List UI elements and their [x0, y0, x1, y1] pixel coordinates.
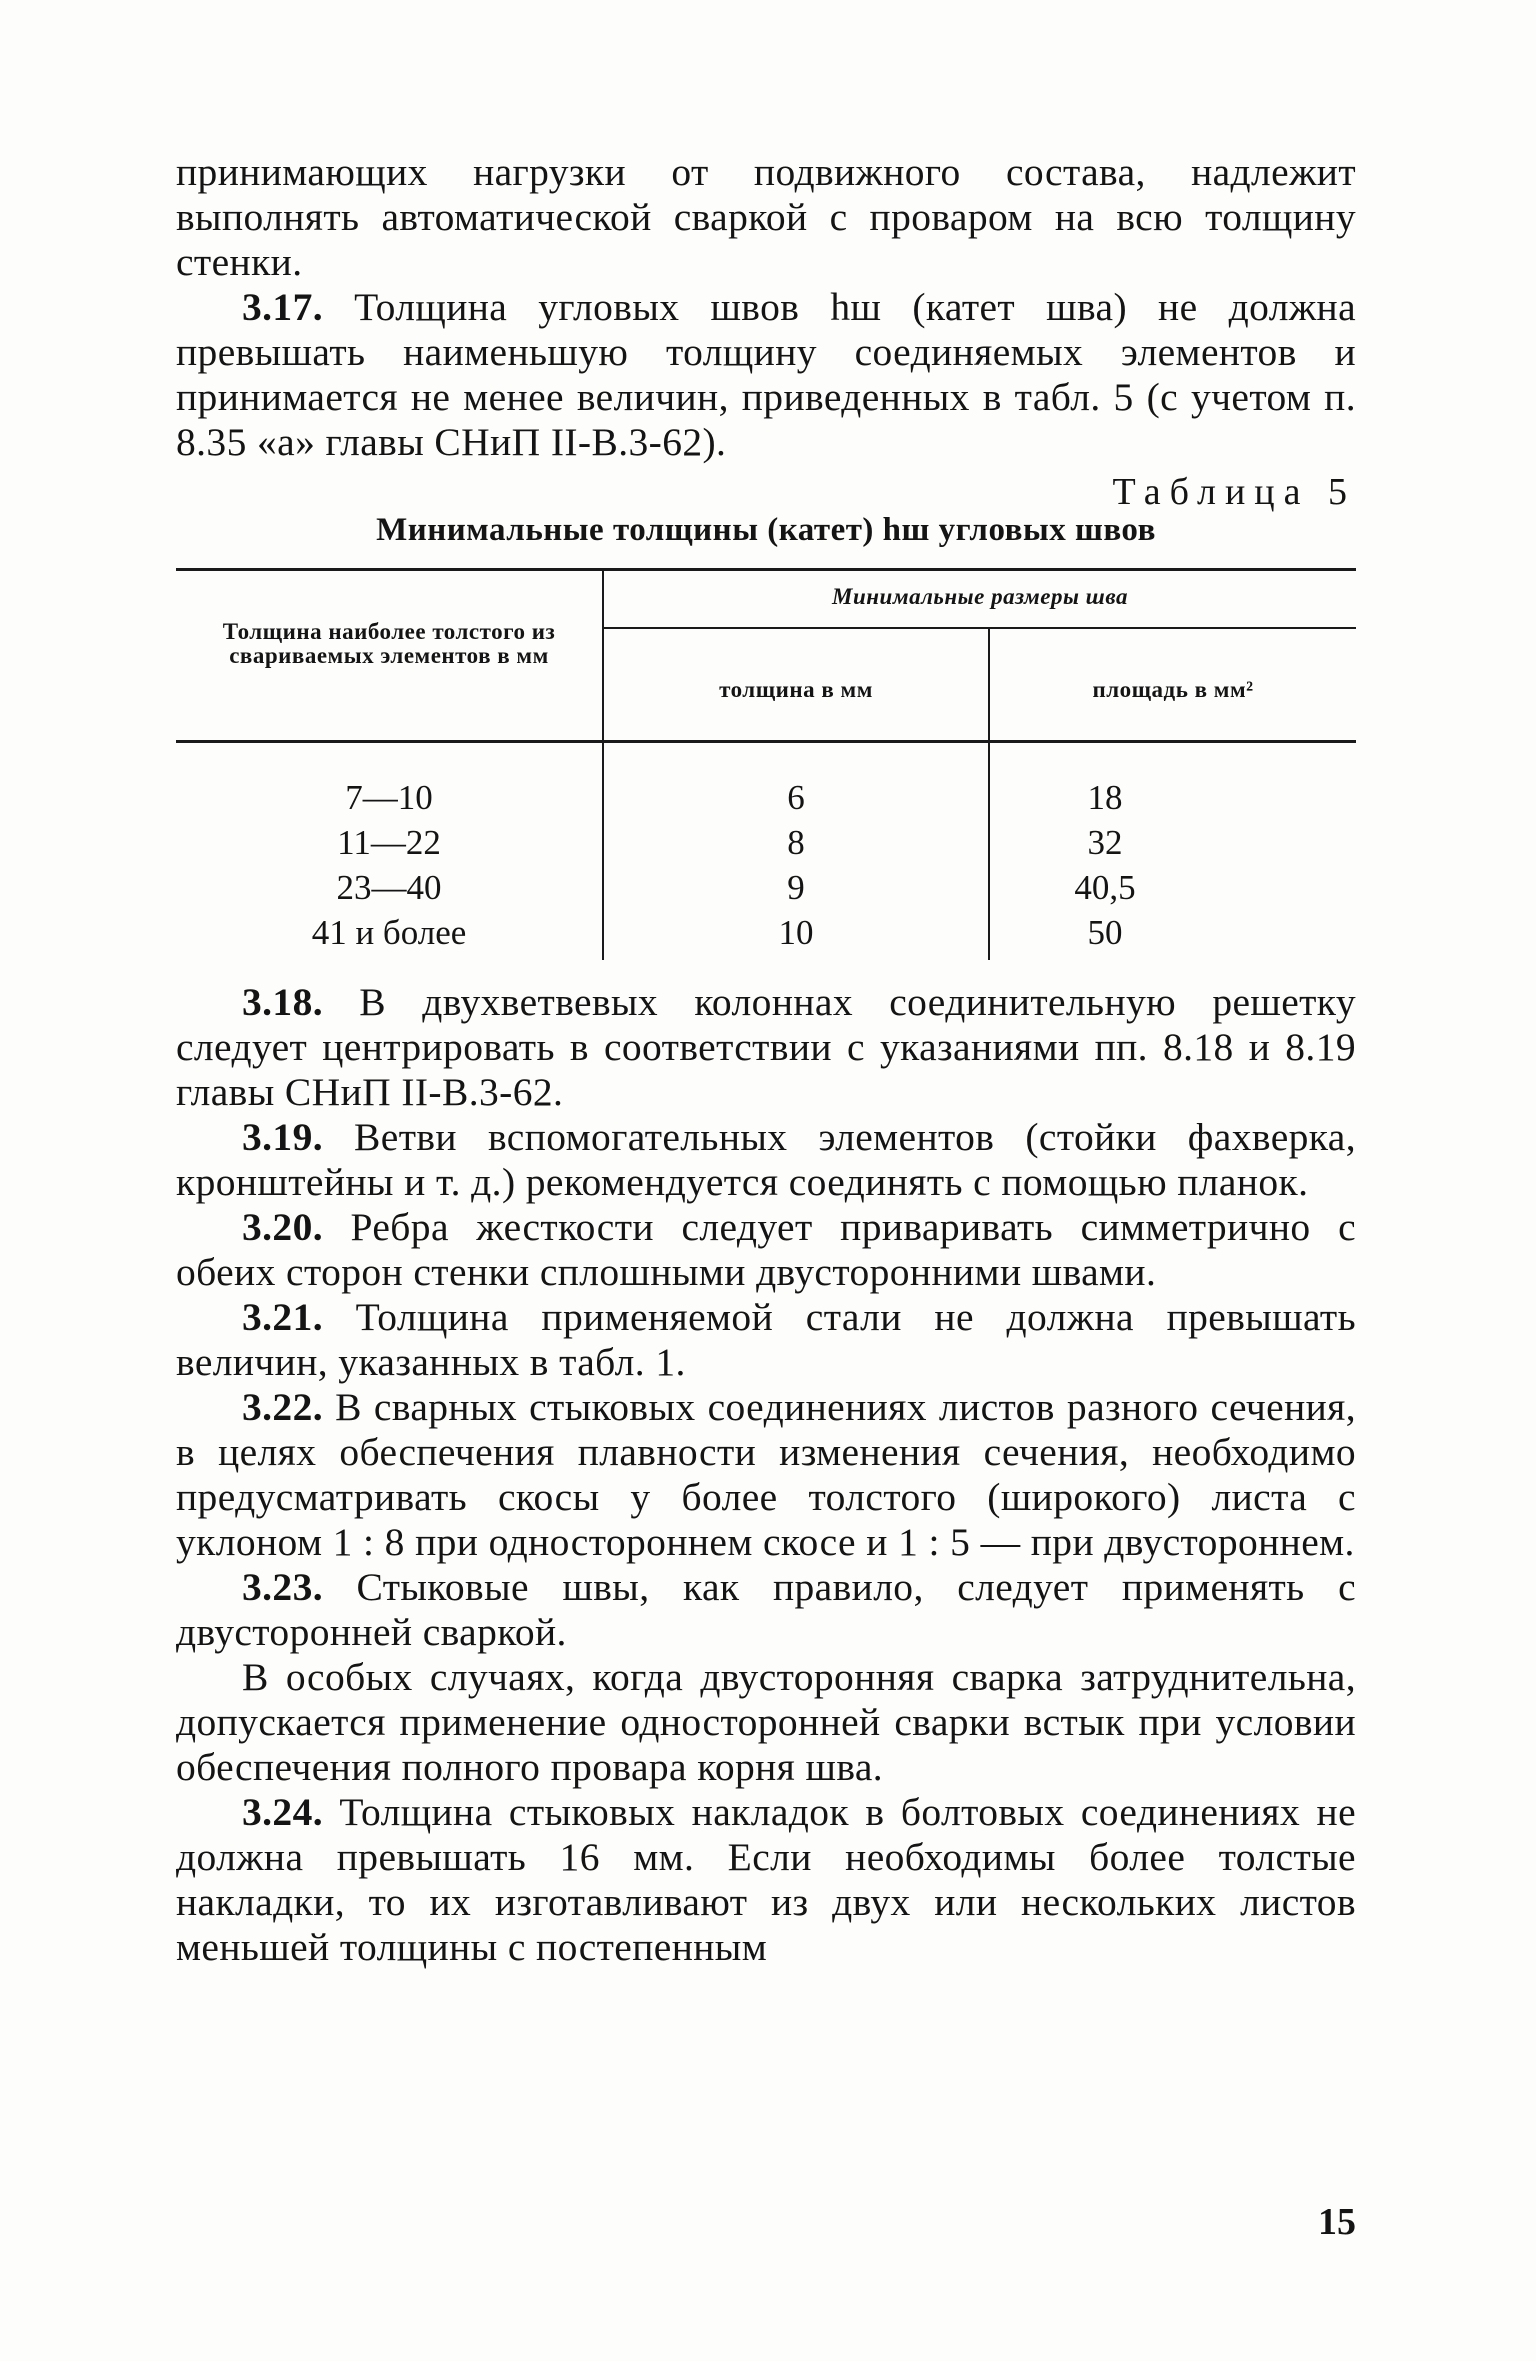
- table-row-3-range: 23—40: [336, 868, 442, 907]
- clause-number: 3.21.: [242, 1295, 323, 1339]
- table-row-4-range: 41 и более: [311, 913, 467, 952]
- clause-text: Стыковые швы, как правило, следует применять с двусторонней сваркой.: [176, 1565, 1356, 1654]
- table-top-rule: [176, 568, 1356, 571]
- paragraph-3-19: [176, 1115, 1356, 1205]
- table-header-rule: [176, 740, 1356, 743]
- paragraph-3-23: [176, 1565, 1356, 1655]
- table-row-3-area: 40,5: [1074, 868, 1136, 907]
- table-row-2-range: 11—22: [337, 823, 441, 862]
- clause-number: 3.18.: [242, 980, 323, 1024]
- table-row-1-range: 7—10: [345, 778, 433, 817]
- paragraph-3-24: [176, 1790, 1356, 1970]
- clause-text: Толщина стыковых накладок в болтовых соединениях не должна превышать 16 мм. Если необходимы более толстые накладки, то их изготавливают из двух или нескольких листов меньшей толщины с постепенным: [176, 1790, 1356, 1969]
- table-row-2-thickness: 8: [787, 823, 805, 862]
- table-row-4-area: 50: [1087, 913, 1123, 952]
- paragraph-3-17: [176, 285, 1356, 465]
- paragraph-3-18: [176, 980, 1356, 1115]
- table-row-1-area: 18: [1087, 778, 1123, 817]
- text-block-top: [176, 150, 1356, 465]
- table-row-3-thickness: 9: [787, 868, 805, 907]
- table-header-col1: Толщина наиболее толстого из свариваемых элементов в мм: [222, 619, 556, 668]
- table-row-2-area: 32: [1087, 823, 1123, 862]
- table-header-col2: толщина в мм: [719, 677, 873, 702]
- clause-text: Толщина применяемой стали не должна превышать величин, указанных в табл. 1.: [176, 1295, 1356, 1384]
- clause-number: 3.17.: [242, 285, 323, 329]
- clause-number: 3.23.: [242, 1565, 323, 1609]
- table-row-1-thickness: 6: [787, 778, 805, 817]
- table-row-4-thickness: 10: [778, 913, 814, 952]
- text-block-bottom: [176, 980, 1356, 1970]
- table-label: Таблица 5: [1112, 471, 1356, 513]
- paragraph-3-20: [176, 1205, 1356, 1295]
- paragraph-3-22: [176, 1385, 1356, 1565]
- table-header-col3: площадь в мм²: [1092, 677, 1254, 702]
- clause-text: Ребра жесткости следует приваривать симметрично с обеих сторон стенки сплошными двусторонними швами.: [176, 1205, 1357, 1294]
- table-caption: Минимальные толщины (катет) hш угловых швов: [376, 512, 1156, 548]
- paragraph-3-21: [176, 1295, 1356, 1385]
- clause-number: 3.19.: [242, 1115, 323, 1159]
- page-number: 15: [1318, 2201, 1356, 2243]
- clause-text: Ветви вспомогательных элементов (стойки фахверка, кронштейны и т. д.) рекомендуется соединять с помощью планок.: [176, 1115, 1356, 1204]
- clause-number: 3.22.: [242, 1385, 323, 1429]
- clause-text: В двухветвевых колоннах соединительную решетку следует центрировать в соответствии с указаниями пп. 8.18 и 8.19 главы СНиП II-В.3-62.: [176, 980, 1356, 1114]
- clause-number: 3.20.: [242, 1205, 323, 1249]
- table-header-group: Минимальные размеры шва: [832, 584, 1128, 609]
- clause-text: Толщина угловых швов hш (катет шва) не должна превышать наименьшую толщину соединяемых элементов и принимается не менее величин, приведенных в табл. 5 (с учетом п. 8.35 «а» главы СНиП II-В.3-62).: [176, 285, 1357, 464]
- paragraph-intro: принимающих нагрузки от подвижного состава, надлежит выполнять автоматической сваркой с проваром на всю толщину стенки.: [176, 150, 1356, 284]
- table-group-rule: [603, 627, 1356, 629]
- clause-number: 3.24.: [242, 1790, 323, 1834]
- clause-text: В сварных стыковых соединениях листов разного сечения, в целях обеспечения плавности изменения сечения, необходимо предусматривать скосы у более толстого (широкого) листа с уклоном 1 : 8 при одностороннем скосе и 1 : 5 — при двустороннем.: [176, 1385, 1357, 1564]
- paragraph-3-23-continued: В особых случаях, когда двусторонняя сварка затруднительна, допускается применение односторонней сварки встык при условии обеспечения полного провара корня шва.: [176, 1655, 1356, 1789]
